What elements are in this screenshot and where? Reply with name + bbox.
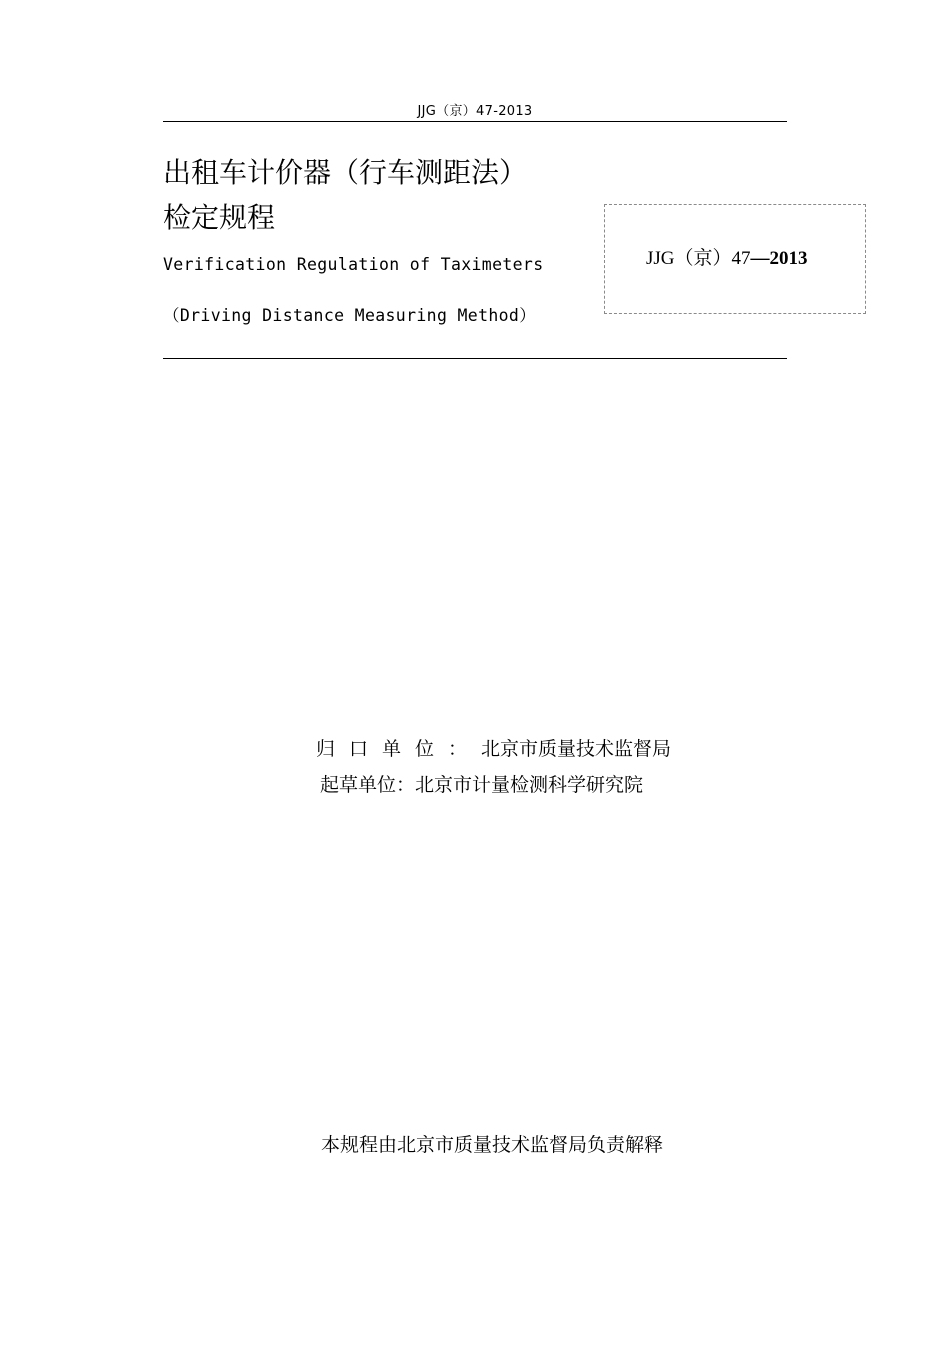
standard-code-year: —2013 — [750, 248, 808, 269]
header-rule — [163, 121, 787, 122]
title-chinese-line1: 出租车计价器（行车测距法） — [163, 156, 528, 189]
drafting-unit-line — [320, 770, 643, 797]
standard-code-prefix: JJG（京）47 — [646, 248, 751, 269]
running-header: JJG（京）47-2013 — [417, 104, 533, 119]
title-chinese-line2: 检定规程 — [163, 201, 276, 234]
title-english-line2: （Driving Distance Measuring Method） — [163, 306, 537, 325]
title-rule — [163, 358, 787, 359]
responsible-unit-line — [316, 734, 671, 761]
standard-code — [646, 243, 808, 270]
responsible-unit-value: 北京市质量技术监督局 — [481, 738, 672, 760]
drafting-unit-value: 北京市计量检测科学研究院 — [415, 774, 644, 796]
title-english-line1: Verification Regulation of Taximeters — [163, 255, 544, 274]
responsible-unit-label: 归口单位： — [316, 738, 482, 760]
interpretation-note: 本规程由北京市质量技术监督局负责解释 — [321, 1134, 664, 1156]
drafting-unit-label: 起草单位： — [320, 774, 416, 796]
